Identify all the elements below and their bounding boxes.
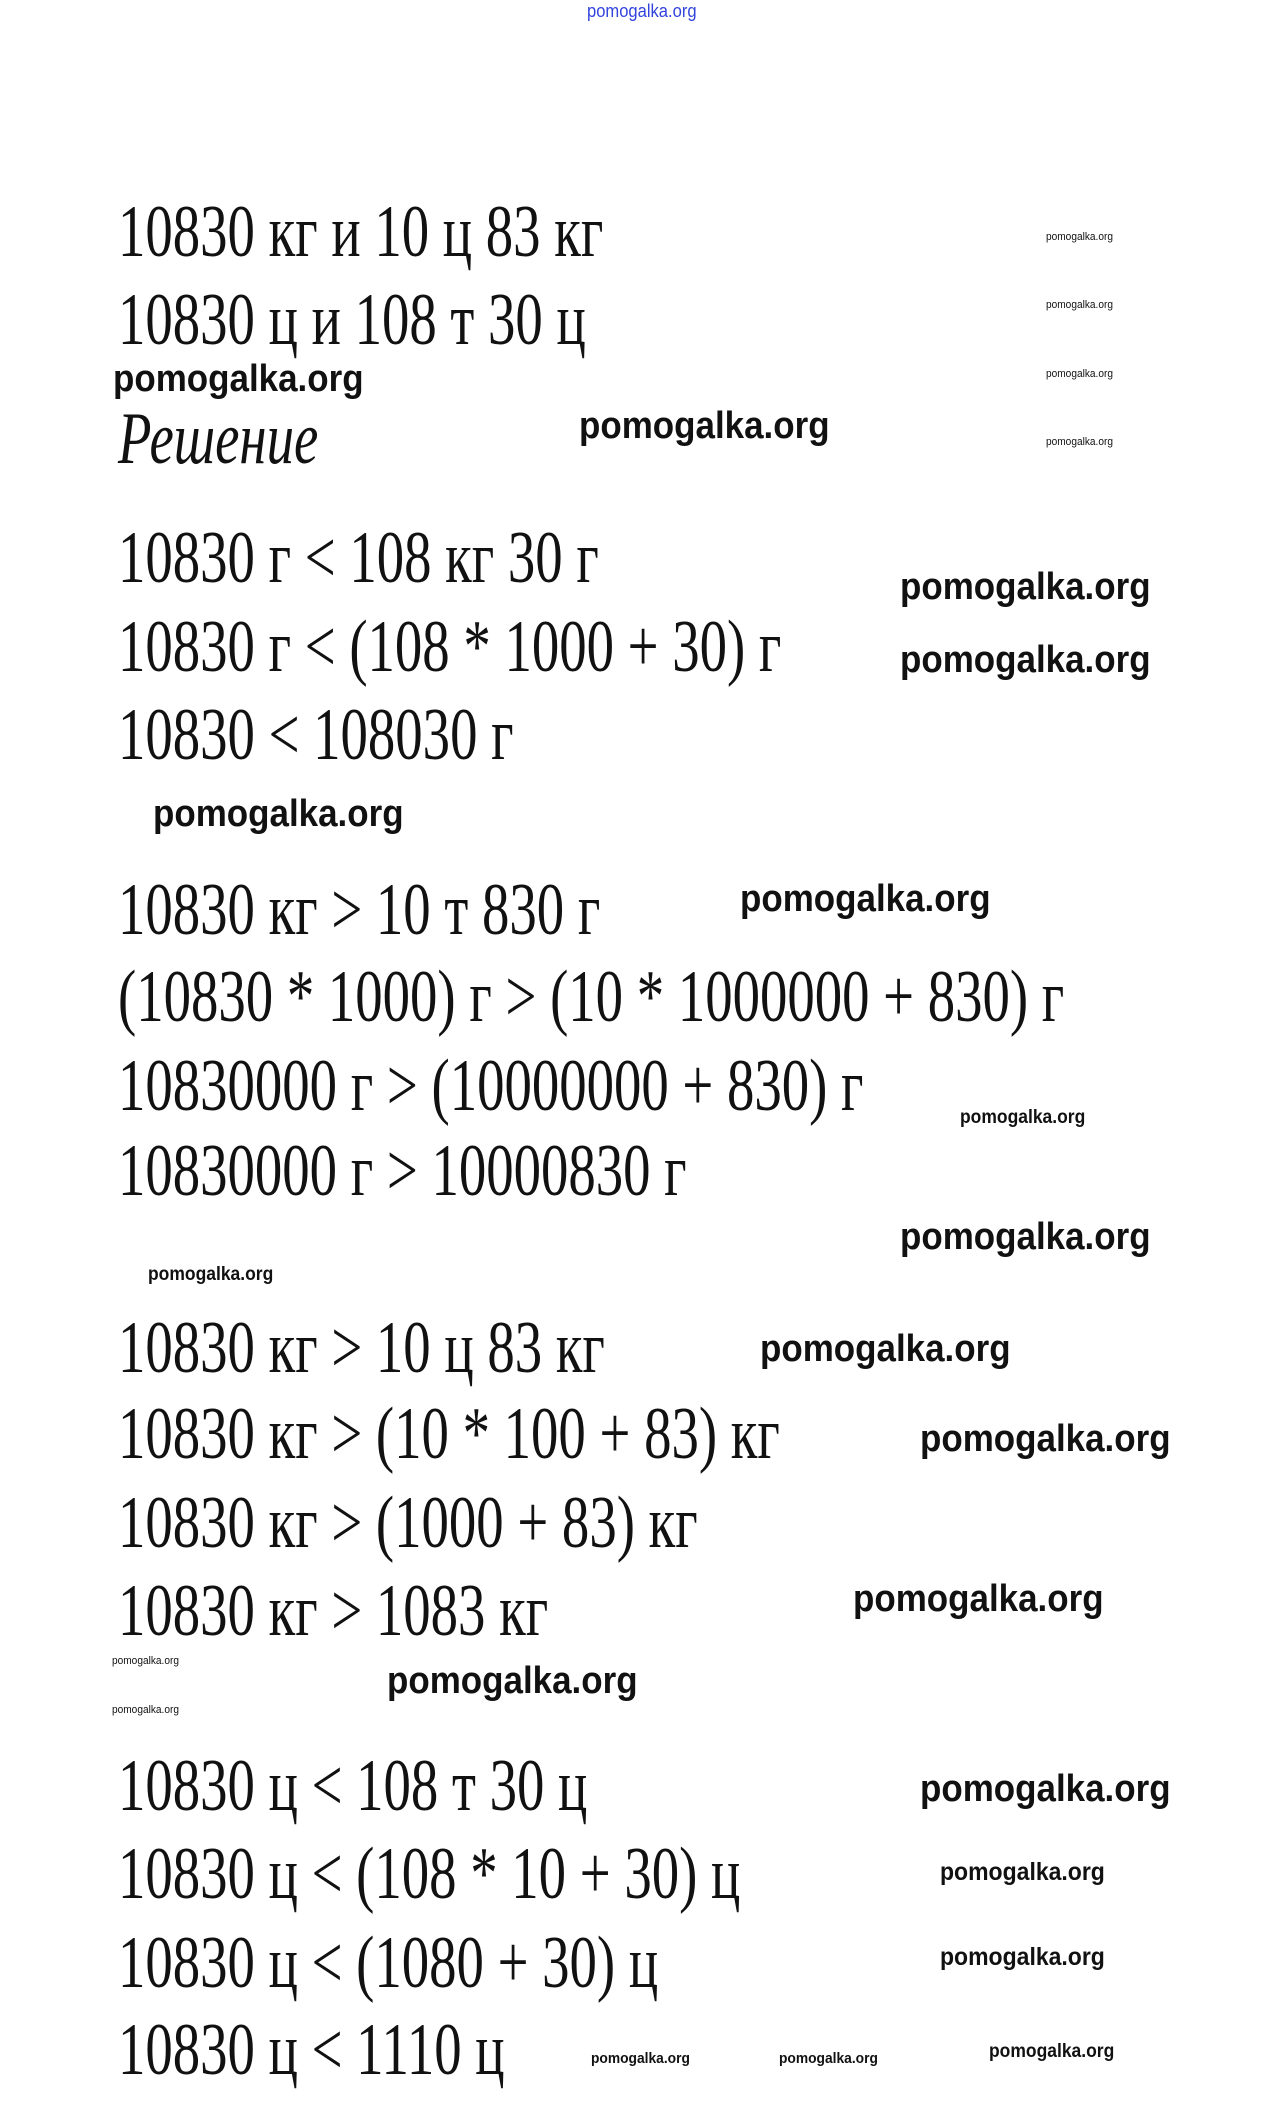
task-line: 10830 ц и 108 т 30 ц bbox=[118, 279, 586, 361]
solution-line: 10830 кг > 1083 кг bbox=[118, 1570, 549, 1652]
watermark: pomogalka.org bbox=[579, 405, 830, 447]
solution-line: 10830 г < 108 кг 30 г bbox=[118, 517, 599, 599]
solution-line: 10830 ц < (108 * 10 + 30) ц bbox=[118, 1833, 741, 1915]
watermark: pomogalka.org bbox=[591, 2050, 690, 2067]
watermark: pomogalka.org bbox=[940, 1858, 1105, 1886]
watermark: pomogalka.org bbox=[387, 1660, 638, 1702]
watermark: pomogalka.org bbox=[779, 2050, 878, 2067]
task-line: 10830 кг и 10 ц 83 кг bbox=[118, 191, 604, 273]
solution-line: 10830 кг > 10 т 830 г bbox=[118, 869, 601, 951]
watermark: pomogalka.org bbox=[112, 1704, 179, 1716]
solution-line: 10830 г < (108 * 1000 + 30) г bbox=[118, 606, 782, 688]
watermark: pomogalka.org bbox=[900, 1216, 1151, 1258]
solution-line: 10830 кг > (10 * 100 + 83) кг bbox=[118, 1393, 780, 1475]
solution-line: (10830 * 1000) г > (10 * 1000000 + 830) г bbox=[118, 956, 1065, 1038]
solution-line: 10830000 г > (10000000 + 830) г bbox=[118, 1045, 864, 1127]
watermark: pomogalka.org bbox=[853, 1578, 1104, 1620]
solution-line: 10830 кг > 10 ц 83 кг bbox=[118, 1307, 605, 1389]
watermark: pomogalka.org bbox=[989, 2041, 1115, 2062]
solution-line: 10830 ц < 1110 ц bbox=[118, 2009, 505, 2091]
watermark: pomogalka.org bbox=[920, 1418, 1171, 1460]
solution-line: 10830 ц < 108 т 30 ц bbox=[118, 1745, 588, 1827]
watermark: pomogalka.org bbox=[1046, 368, 1113, 380]
watermark: pomogalka.org bbox=[153, 793, 404, 835]
watermark: pomogalka.org bbox=[760, 1328, 1011, 1370]
watermark: pomogalka.org bbox=[960, 1107, 1086, 1128]
watermark: pomogalka.org bbox=[900, 639, 1151, 681]
watermark: pomogalka.org bbox=[113, 358, 364, 400]
watermark: pomogalka.org bbox=[940, 1943, 1105, 1971]
solution-line: 10830000 г > 10000830 г bbox=[118, 1130, 687, 1212]
watermark: pomogalka.org bbox=[148, 1264, 274, 1285]
watermark: pomogalka.org bbox=[740, 878, 991, 920]
solution-line: 10830 кг > (1000 + 83) кг bbox=[118, 1482, 698, 1564]
top-watermark: pomogalka.org bbox=[587, 1, 697, 21]
watermark: pomogalka.org bbox=[1046, 231, 1113, 243]
watermark: pomogalka.org bbox=[1046, 436, 1113, 448]
watermark: pomogalka.org bbox=[920, 1768, 1171, 1810]
watermark: pomogalka.org bbox=[112, 1655, 179, 1667]
watermark: pomogalka.org bbox=[900, 566, 1151, 608]
solution-heading: Решение bbox=[118, 398, 319, 480]
solution-line: 10830 ц < (1080 + 30) ц bbox=[118, 1922, 659, 2004]
watermark: pomogalka.org bbox=[1046, 299, 1113, 311]
solution-line: 10830 < 108030 г bbox=[118, 694, 514, 776]
